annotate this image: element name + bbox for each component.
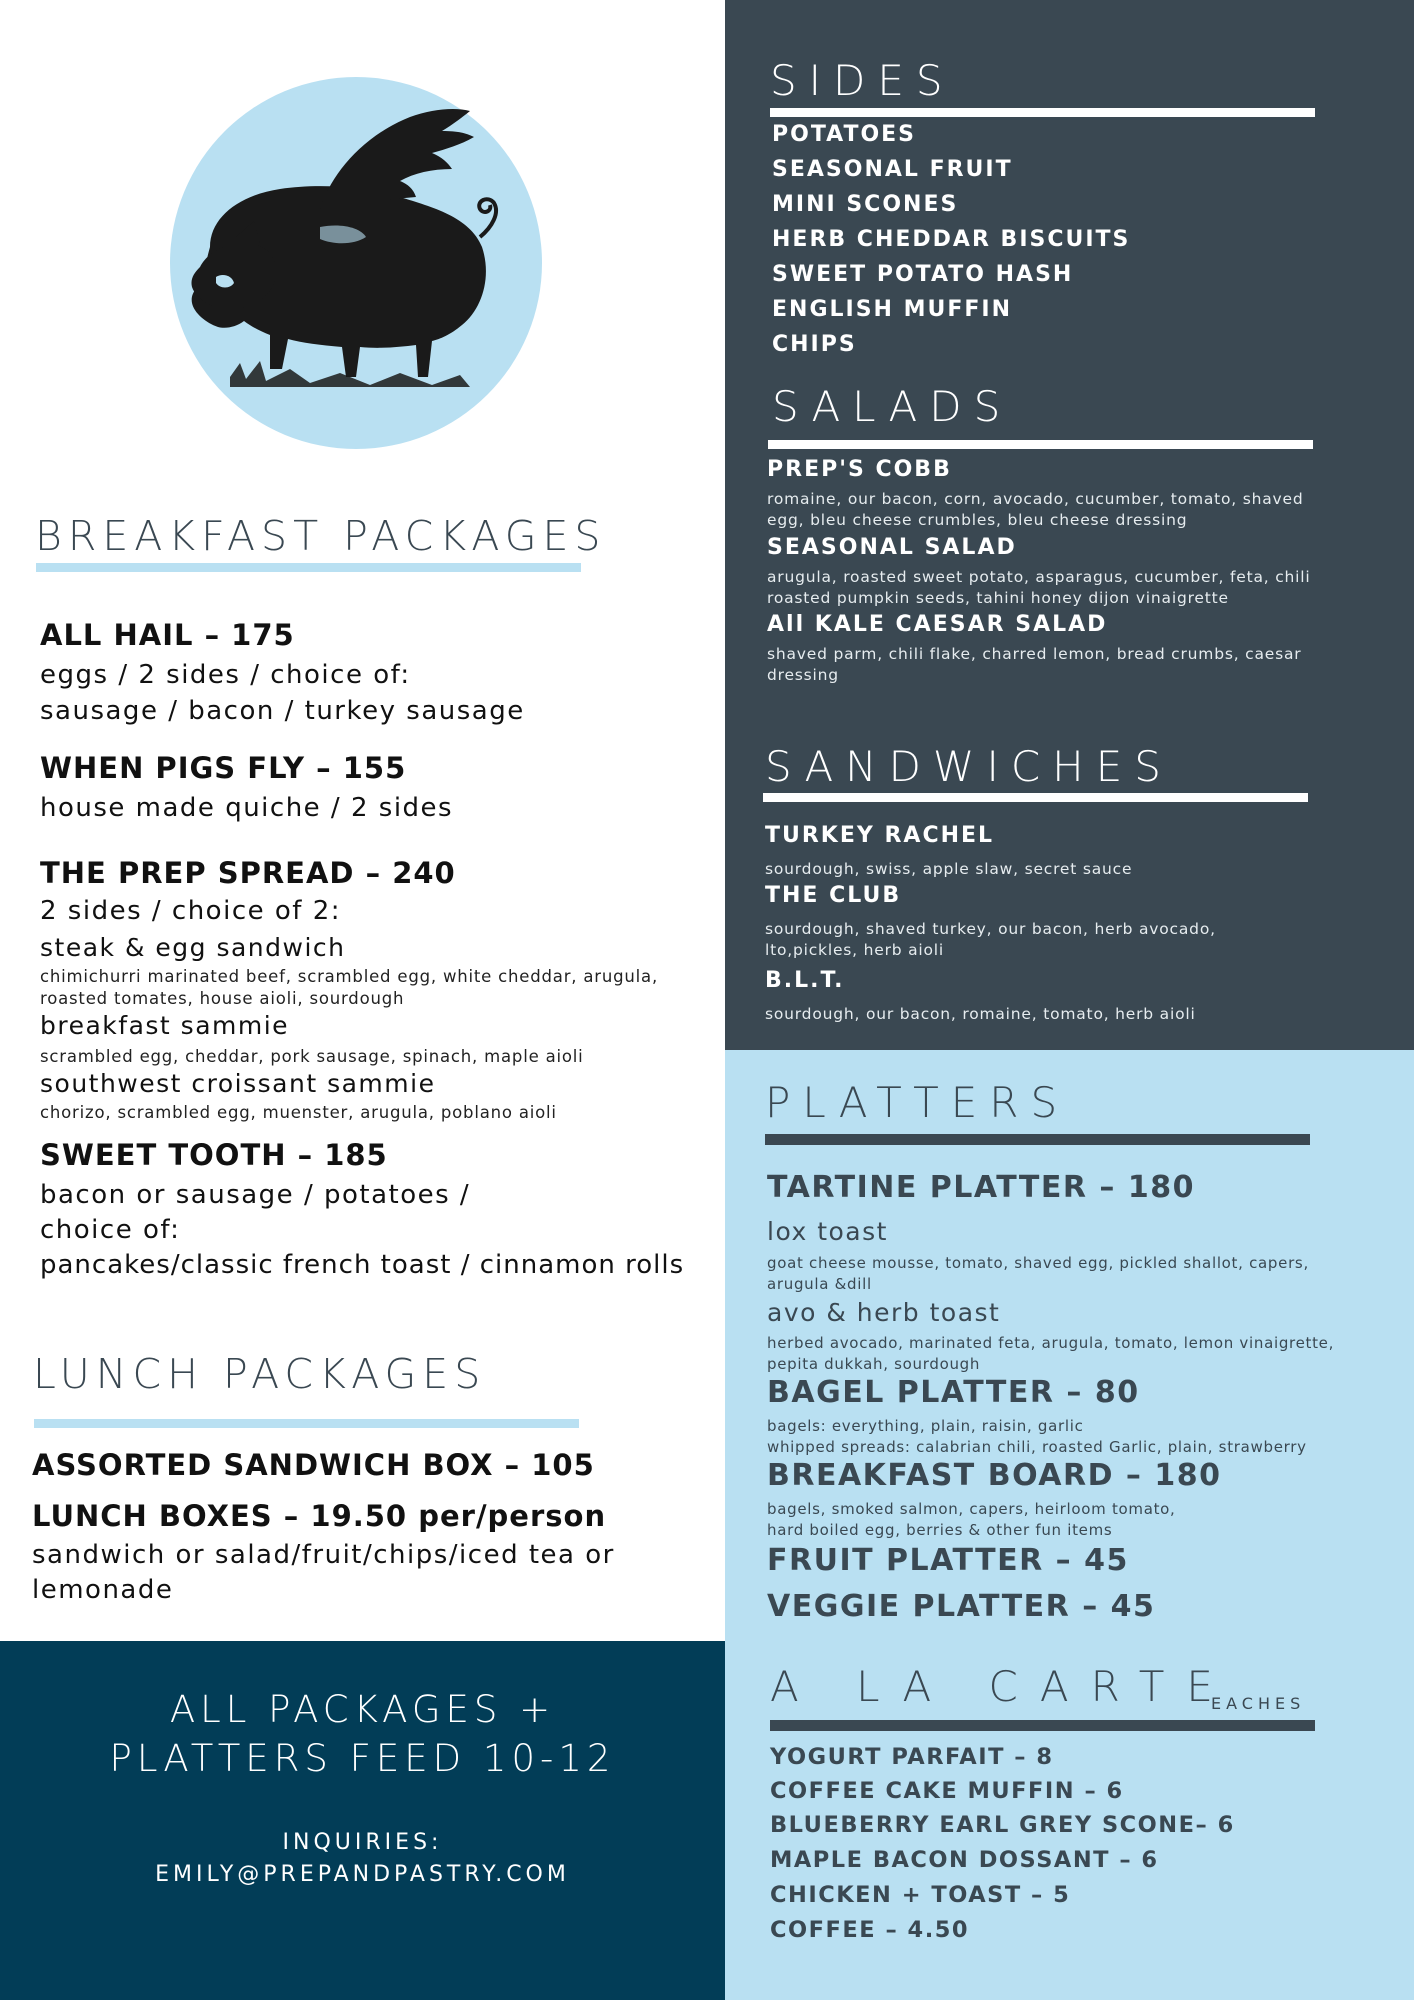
- breakfast-board-line1: bagels, smoked salmon, capers, heirloom tomato,: [767, 1500, 1176, 1518]
- sandwich-name: THE CLUB: [765, 883, 902, 908]
- all-hail-line1: eggs / 2 sides / choice of:: [40, 660, 411, 690]
- breakfast-board: BREAKFAST BOARD – 180: [767, 1458, 1222, 1493]
- prep-spread-line1: 2 sides / choice of 2:: [40, 896, 341, 926]
- breakfast-sammie: breakfast sammie: [40, 1011, 290, 1040]
- tartine-platter: TARTINE PLATTER – 180: [767, 1170, 1195, 1205]
- side-item: MINI SCONES: [772, 192, 959, 217]
- sweet-tooth-line2: choice of:: [40, 1215, 181, 1245]
- side-item: HERB CHEDDAR BISCUITS: [772, 227, 1131, 252]
- salad-desc: romaine, our bacon, corn, avocado, cucumber, tomato, shaved egg, bleu cheese crumbles, bleu cheese dressing: [767, 490, 1304, 529]
- southwest-croissant-sammie: southwest croissant sammie: [40, 1069, 436, 1098]
- sweet-tooth-title: SWEET TOOTH – 185: [40, 1138, 388, 1172]
- sandwiches-title-underline: [763, 793, 1308, 802]
- breakfast-title-underline: [36, 563, 581, 572]
- prep-spread-title: THE PREP SPREAD – 240: [40, 856, 456, 890]
- lunch-title: LUNCH PACKAGES: [33, 1350, 487, 1398]
- sandwich-box: ASSORTED SANDWICH BOX – 105: [32, 1448, 595, 1482]
- salad-name: PREP'S COBB: [767, 457, 952, 482]
- sandwich-desc: sourdough, our bacon, romaine, tomato, herb aioli: [765, 1005, 1196, 1023]
- footer-line2: PLATTERS FEED 10-12: [109, 1737, 616, 1780]
- side-item: ENGLISH MUFFIN: [772, 297, 1013, 322]
- breakfast-title: BREAKFAST PACKAGES: [35, 512, 607, 560]
- side-item: SEASONAL FRUIT: [772, 157, 1013, 182]
- a-la-carte-item: YOGURT PARFAIT – 8: [770, 1744, 1054, 1770]
- a-la-carte-title: A LA CARTE: [770, 1662, 1235, 1711]
- southwest-croissant-sammie-desc: chorizo, scrambled egg, muenster, arugula, poblano aioli: [40, 1103, 557, 1122]
- salad-name: SEASONAL SALAD: [767, 535, 1017, 560]
- all-hail-line2: sausage / bacon / turkey sausage: [40, 696, 525, 726]
- bagel-platter: BAGEL PLATTER – 80: [767, 1375, 1140, 1410]
- bagel-platter-line2: whipped spreads: calabrian chili, roasted Garlic, plain, strawberry: [767, 1438, 1307, 1456]
- a-la-carte-item: COFFEE – 4.50: [770, 1917, 970, 1943]
- breakfast-sammie-desc: scrambled egg, cheddar, pork sausage, spinach, maple aioli: [40, 1047, 584, 1066]
- all-hail-title: ALL HAIL – 175: [40, 618, 295, 652]
- a-la-carte-item: COFFEE CAKE MUFFIN – 6: [770, 1778, 1124, 1804]
- a-la-carte-underline: [770, 1720, 1315, 1731]
- platters-title-underline: [765, 1134, 1310, 1145]
- side-item: CHIPS: [772, 332, 857, 357]
- sides-title-underline: [770, 108, 1315, 117]
- sweet-tooth-line1: bacon or sausage / potatoes /: [40, 1180, 471, 1210]
- sandwich-name: B.L.T.: [765, 968, 845, 993]
- footer-line1: ALL PACKAGES +: [169, 1688, 556, 1731]
- sweet-tooth-line3: pancakes/classic french toast / cinnamon rolls: [40, 1250, 685, 1280]
- side-item: POTATOES: [772, 122, 917, 147]
- sides-title: SIDES: [770, 56, 955, 105]
- lunch-boxes: LUNCH BOXES – 19.50 per/person: [32, 1499, 607, 1533]
- sandwiches-title: SANDWICHES: [765, 742, 1173, 791]
- a-la-carte-item: CHICKEN + TOAST – 5: [770, 1882, 1071, 1908]
- platters-title: PLATTERS: [765, 1078, 1070, 1127]
- bagel-platter-line1: bagels: everything, plain, raisin, garlic: [767, 1417, 1084, 1435]
- sandwich-desc: sourdough, swiss, apple slaw, secret sauce: [765, 860, 1133, 878]
- when-pigs-fly-line1: house made quiche / 2 sides: [40, 793, 454, 823]
- logo-circle: [170, 77, 542, 449]
- sandwich-name: TURKEY RACHEL: [765, 823, 995, 848]
- fruit-platter: FRUIT PLATTER – 45: [767, 1543, 1129, 1578]
- flying-pig-icon: [170, 77, 542, 449]
- veggie-platter: VEGGIE PLATTER – 45: [767, 1589, 1156, 1624]
- a-la-carte-item: MAPLE BACON DOSSANT – 6: [770, 1847, 1159, 1873]
- lunch-boxes-desc: sandwich or salad/fruit/chips/iced tea or lemonade: [32, 1540, 615, 1605]
- inquiries-email[interactable]: EMILY@PREPANDPASTRY.COM: [155, 1862, 570, 1887]
- a-la-carte-item: BLUEBERRY EARL GREY SCONE– 6: [770, 1812, 1235, 1838]
- inquiries-label: INQUIRIES:: [282, 1830, 443, 1855]
- salad-name: All KALE CAESAR SALAD: [767, 612, 1108, 637]
- salads-title: SALADS: [772, 382, 1013, 431]
- salads-title-underline: [768, 440, 1313, 449]
- sandwich-desc: sourdough, shaved turkey, our bacon, herb avocado, lto,pickles, herb aioli: [765, 920, 1216, 959]
- lunch-title-underline: [34, 1419, 579, 1428]
- salad-desc: arugula, roasted sweet potato, asparagus, cucumber, feta, chili roasted pumpkin seeds, tahini honey dijon vinaigrette: [767, 568, 1311, 607]
- lox-toast-desc: goat cheese mousse, tomato, shaved egg, pickled shallot, capers, arugula &dill: [767, 1254, 1309, 1293]
- steak-egg-sandwich-desc: chimichurri marinated beef, scrambled egg, white cheddar, arugula, roasted tomates, house aioli, sourdough: [40, 967, 658, 1008]
- side-item: SWEET POTATO HASH: [772, 262, 1074, 287]
- avo-herb-toast-desc: herbed avocado, marinated feta, arugula, tomato, lemon vinaigrette, pepita dukkah, sourdough: [767, 1334, 1335, 1373]
- breakfast-board-line2: hard boiled egg, berries & other fun items: [767, 1521, 1113, 1539]
- lox-toast: lox toast: [767, 1217, 888, 1246]
- salad-desc: shaved parm, chili flake, charred lemon, bread crumbs, caesar dressing: [767, 645, 1302, 684]
- avo-herb-toast: avo & herb toast: [767, 1298, 1001, 1327]
- steak-egg-sandwich: steak & egg sandwich: [40, 933, 346, 962]
- eaches-label: EACHES: [1211, 1694, 1306, 1713]
- when-pigs-fly-title: WHEN PIGS FLY – 155: [40, 751, 407, 785]
